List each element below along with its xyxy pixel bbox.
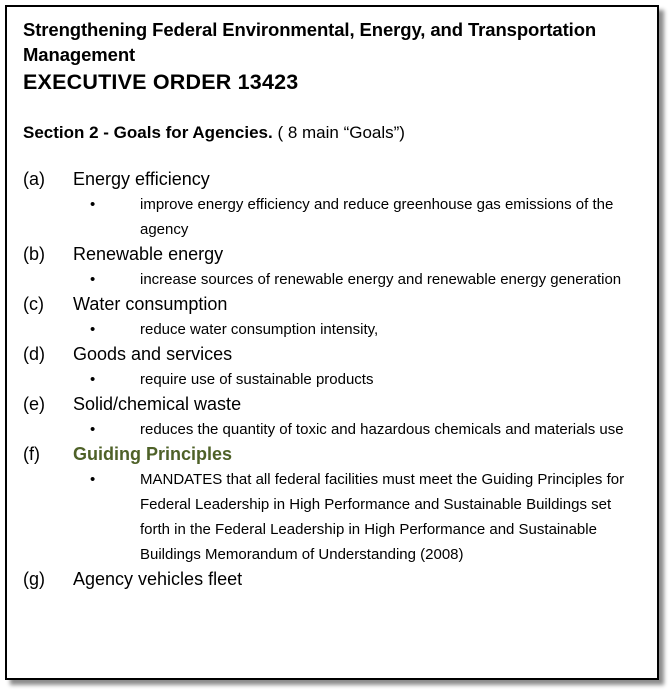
goal-bullet-text: reduce water consumption intensity, — [140, 321, 379, 338]
goal-bullet — [23, 417, 630, 442]
goal-letter: (e) — [23, 394, 45, 414]
goal-letter: (c) — [23, 294, 44, 314]
document-content — [23, 17, 645, 592]
goal-bullet-text: improve energy efficiency and reduce greenhouse gas emissions of the agency — [140, 196, 614, 238]
goals-list — [23, 167, 645, 592]
bullet-dot-icon: • — [90, 321, 96, 338]
goal-bullet-text: increase sources of renewable energy and renewable energy generation — [140, 271, 622, 288]
goal-letter: (g) — [23, 569, 45, 589]
goal-bullet-text: MANDATES that all federal facilities must meet the Guiding Principles for Federal Leadership in High Performance and Sustainable Buildings set forth in the Federal Leadership in High Performance and Sustainable Buildings Memorandum of Understanding (2008) — [140, 471, 625, 563]
goal-bullet-text: reduces the quantity of toxic and hazardous chemicals and materials use — [140, 421, 624, 438]
goal-item-agency-vehicles-fleet — [23, 567, 645, 592]
goal-item-renewable-energy — [23, 242, 645, 292]
bullet-dot-icon: • — [90, 196, 96, 213]
goal-item-energy-efficiency — [23, 167, 645, 242]
goal-letter: (f) — [23, 444, 40, 464]
section-heading-label: Section 2 - Goals for Agencies. — [23, 123, 273, 142]
bullet-dot-icon: • — [90, 421, 96, 438]
document-frame — [5, 5, 659, 680]
goal-item-goods-and-services — [23, 342, 645, 392]
goal-title: Renewable energy — [73, 244, 224, 264]
bullet-dot-icon: • — [90, 271, 96, 288]
bullet-dot-icon: • — [90, 371, 96, 388]
executive-order-title: EXECUTIVE ORDER 13423 — [23, 70, 299, 94]
goal-title: Energy efficiency — [73, 169, 210, 189]
goal-title: Agency vehicles fleet — [73, 569, 243, 589]
goal-bullet — [23, 317, 630, 342]
section-heading-note: ( 8 main “Goals”) — [272, 123, 405, 142]
goal-bullet — [23, 367, 630, 392]
goal-letter: (d) — [23, 344, 45, 364]
goal-item-guiding-principles — [23, 442, 645, 567]
section-heading — [23, 121, 645, 145]
goal-bullet-text: require use of sustainable products — [140, 371, 374, 388]
goal-letter: (a) — [23, 169, 45, 189]
goal-title: Guiding Principles — [73, 444, 233, 464]
goal-title: Goods and services — [73, 344, 233, 364]
goal-letter: (b) — [23, 244, 45, 264]
goal-title: Water consumption — [73, 294, 228, 314]
goal-title: Solid/chemical waste — [73, 394, 242, 414]
goal-item-water-consumption — [23, 292, 645, 342]
goal-item-solid-chemical-waste — [23, 392, 645, 442]
goal-bullet — [23, 467, 630, 567]
goal-bullet — [23, 267, 630, 292]
goal-bullet — [23, 192, 630, 242]
bullet-dot-icon: • — [90, 471, 96, 488]
document-title: Strengthening Federal Environmental, Energy, and Transportation Management — [23, 19, 597, 65]
